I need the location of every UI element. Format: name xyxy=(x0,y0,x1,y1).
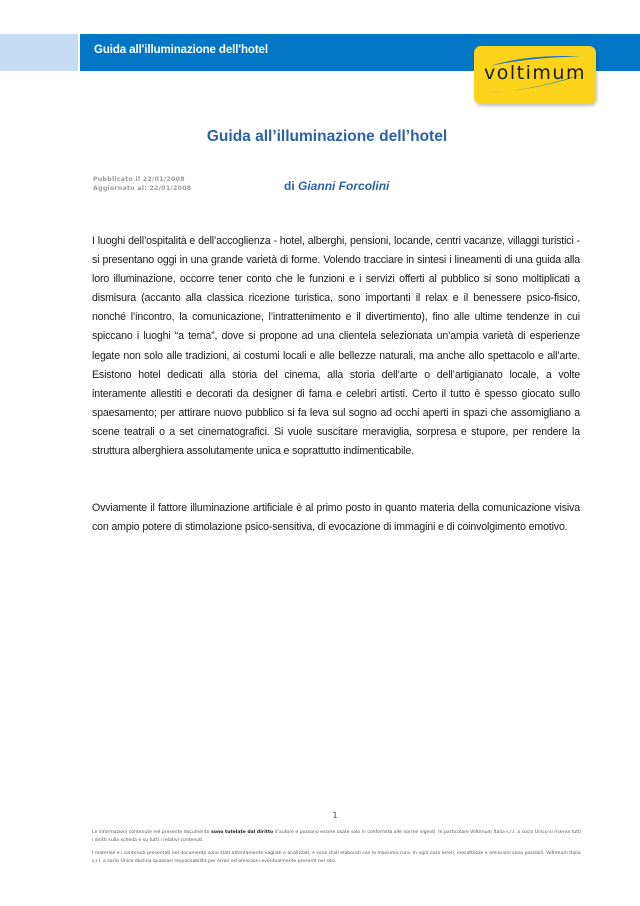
voltimum-logo xyxy=(474,46,596,104)
paragraph: Ovviamente il fattore illuminazione artificiale è al primo posto in quanto materia della comunicazione visiva con ampio potere di stimolazione psico-sensitiva, di evocazione di immagini e di coinvolgimento emotivo. xyxy=(92,502,580,534)
author-prefix: di xyxy=(284,179,295,193)
publication-meta xyxy=(93,175,191,193)
logo-text: voltimum xyxy=(484,62,586,84)
article-body xyxy=(92,232,580,537)
notice-text: Le informazioni contenute nel presente documento xyxy=(92,830,212,835)
notice-text: d’autore e possono essere usate solo in conformità alle norme vigenti. In particolare Voltimum Italia s.r.l. a socio Unico si riserva tutti i diritti sulla scheda e su tutti i relativi contenuti. xyxy=(92,830,582,843)
author-name: Gianni Forcolini xyxy=(298,179,390,193)
notice-bold-text: sono tutelate dal diritto xyxy=(211,830,274,835)
header-title: Guida all'illuminazione dell'hotel xyxy=(94,44,268,56)
copyright-notice xyxy=(92,829,582,845)
author-line xyxy=(284,179,389,193)
page-number: 1 xyxy=(332,811,338,820)
disclaimer-notice: I materiali e i contenuti presentati nel documento sono stati attentamente vagliati e analizzati, e sono stati elaborati con la massima cura. In ogni caso errori, inesattezze e omissioni sono possibili. Voltimum Italia s.r.l. a socio Unico declina qualsiasi responsabilità per errori ed omissioni eventualmente presenti nel sito. xyxy=(92,851,581,864)
published-date: Pubblicato il 22/01/2008 xyxy=(93,176,185,183)
updated-date: Aggiornato al: 22/01/2008 xyxy=(93,185,192,192)
document-title: Guida all’illuminazione dell’hotel xyxy=(206,128,448,145)
header-accent-block xyxy=(0,34,78,71)
legal-footer xyxy=(92,829,582,871)
paragraph: I luoghi dell’ospitalità e dell’accoglienza - hotel, alberghi, pensioni, locande, centri vacanze, villaggi turistici - si presentano oggi in una grande varietà di forme. Volendo tracciare in sintesi i lineamenti di una guida alla loro illuminazione, occorre tener conto che le funzioni e i servizi offerti al pubblico si sono moltiplicati a dismisura (accanto alla classica ricezione turistica, sono importanti il relax e il benessere psico-fisico, nonché l’incontro, la comunicazione, l’intrattenimento e il divertimento), fino alle ultime tendenze in cui spiccano i luoghi “a tema”, dove si propone ad una clientela selezionata un’ampia varietà di esperienze legate non solo alle tradizioni, ai costumi locali e alle bellezze naturali, ma anche allo spettacolo e all’arte. Esistono hotel dedicati alla storia del cinema, alla storia dell’arte o dell’artigianato locale, a volte interamente allestiti e decorati da designer di fama e celebri artisti. Certo il tutto è spesso giocato sullo spaesamento; per attirare nuovo pubblico si fa leva sul sogno ad occhi aperti in spazi che assomigliano a scene teatrali o a set cinematografici. Si vuole suscitare meraviglia, sorpresa e stupore, per rendere la struttura alberghiera assolutamente unica e soprattutto indimenticabile. xyxy=(92,235,580,458)
